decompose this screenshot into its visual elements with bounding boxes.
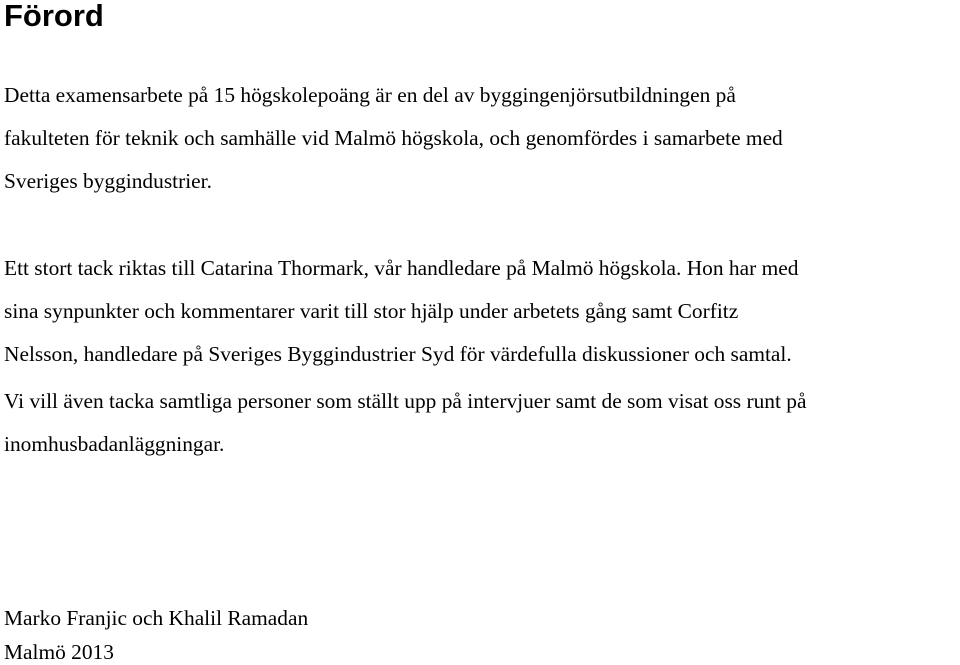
page-title: Förord: [4, 0, 104, 33]
paragraph-2-line-2: sina synpunkter och kommentarer varit till stor hjälp under arbetets gång samt Corfitz: [4, 299, 739, 323]
signature-authors: Marko Franjic och Khalil Ramadan: [4, 606, 309, 630]
signature-place-year: Malmö 2013: [4, 640, 114, 664]
paragraph-2-line-1: Ett stort tack riktas till Catarina Thormark, vår handledare på Malmö högskola. Hon har med: [4, 256, 799, 280]
paragraph-2-line-3: Nelsson, handledare på Sveriges Byggindustrier Syd för värdefulla diskussioner och samtal.: [4, 342, 792, 366]
paragraph-2-line-4: Vi vill även tacka samtliga personer som ställt upp på intervjuer samt de som visat oss runt på: [4, 389, 807, 413]
paragraph-1-line-3: Sveriges byggindustrier.: [4, 169, 212, 193]
paragraph-2-line-5: inomhusbadanläggningar.: [4, 432, 225, 456]
paragraph-1-line-1: Detta examensarbete på 15 högskolepoäng är en del av byggingenjörsutbildningen på: [4, 83, 736, 107]
paragraph-1-line-2: fakulteten för teknik och samhälle vid Malmö högskola, och genomfördes i samarbete med: [4, 126, 783, 150]
